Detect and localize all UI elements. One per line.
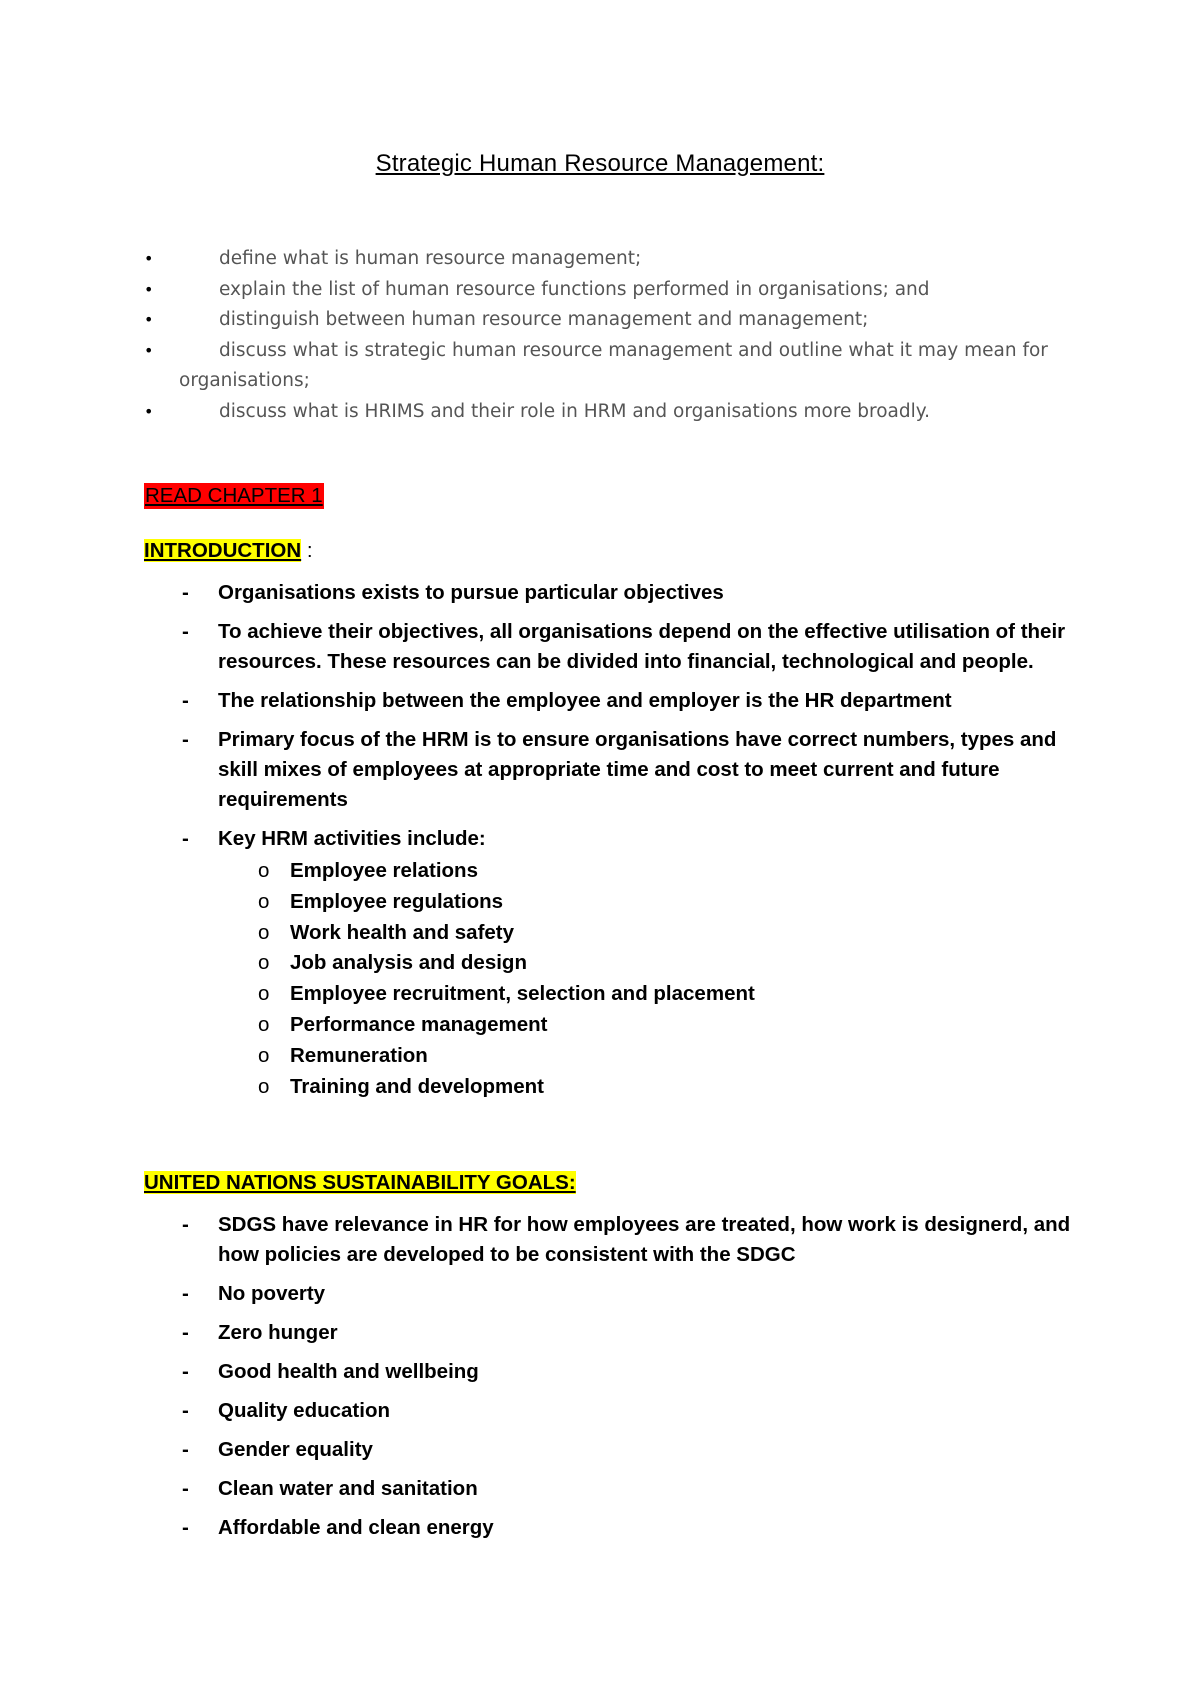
sub-list-item bbox=[182, 1010, 1082, 1041]
circle-bullet-icon: o bbox=[258, 1043, 270, 1067]
objective-text: explain the list of human resource functions performed in organisations; and bbox=[219, 278, 930, 300]
introduction-heading-colon: : bbox=[306, 539, 313, 562]
list-item bbox=[182, 1357, 1082, 1387]
introduction-list bbox=[182, 578, 1082, 1107]
circle-bullet-icon: o bbox=[258, 951, 270, 975]
objective-item bbox=[144, 336, 1064, 397]
dash-icon: - bbox=[182, 827, 189, 850]
sub-list-item-text: Employee relations bbox=[290, 859, 478, 882]
objective-item bbox=[144, 397, 1064, 428]
page-title: Strategic Human Resource Management: bbox=[375, 150, 825, 177]
list-item-text: Clean water and sanitation bbox=[218, 1477, 478, 1500]
sub-list-item bbox=[182, 918, 1082, 949]
circle-bullet-icon: o bbox=[258, 1012, 270, 1036]
list-item bbox=[182, 1513, 1082, 1543]
dash-icon: - bbox=[182, 1477, 189, 1500]
list-item bbox=[182, 1279, 1082, 1309]
circle-bullet-icon: o bbox=[258, 1074, 270, 1098]
objective-item bbox=[144, 244, 1064, 275]
list-item bbox=[182, 824, 1082, 854]
dash-icon: - bbox=[182, 620, 189, 643]
dash-icon: - bbox=[182, 1438, 189, 1461]
bullet-icon: • bbox=[144, 401, 154, 421]
sub-list-item-text: Training and development bbox=[290, 1074, 545, 1098]
read-chapter-label: READ CHAPTER 1 bbox=[145, 484, 323, 507]
list-item bbox=[182, 1435, 1082, 1465]
list-item bbox=[182, 578, 1082, 608]
dash-icon: - bbox=[182, 1282, 189, 1305]
sub-list-item-text: Job analysis and design bbox=[290, 951, 527, 975]
list-item-text: Key HRM activities include: bbox=[218, 827, 486, 850]
list-item-text: Affordable and clean energy bbox=[218, 1516, 494, 1539]
sub-list-item-text: Employee recruitment, selection and placement bbox=[290, 982, 755, 1006]
objective-text: define what is human resource management; bbox=[219, 248, 642, 269]
circle-bullet-icon: o bbox=[258, 982, 270, 1006]
objectives-list bbox=[144, 244, 1064, 427]
sub-list-item bbox=[182, 979, 1082, 1010]
dash-icon: - bbox=[182, 1399, 189, 1422]
sub-list-item bbox=[182, 887, 1082, 918]
objective-item bbox=[144, 305, 1064, 336]
bullet-icon: • bbox=[144, 340, 154, 360]
dash-icon: - bbox=[182, 1516, 189, 1539]
circle-bullet-icon: o bbox=[258, 889, 270, 913]
list-item bbox=[182, 1210, 1082, 1270]
sdg-heading-text: UNITED NATIONS SUSTAINABILITY GOALS: bbox=[144, 1171, 576, 1194]
introduction-heading bbox=[144, 538, 313, 564]
bullet-icon: • bbox=[144, 279, 154, 299]
list-item-text: SDGS have relevance in HR for how employees are treated, how work is designerd, and how policies are developed to be consistent with the SDGC bbox=[218, 1213, 1071, 1266]
sub-list-item bbox=[182, 1072, 1082, 1103]
list-item-text: Quality education bbox=[218, 1399, 390, 1422]
list-item-text: Zero hunger bbox=[218, 1321, 338, 1344]
list-item-text: Organisations exists to pursue particular objectives bbox=[218, 581, 724, 604]
sdg-heading bbox=[144, 1170, 576, 1196]
dash-icon: - bbox=[182, 581, 189, 604]
sub-list-item bbox=[182, 948, 1082, 979]
objective-text: discuss what is HRIMS and their role in HRM and organisations more broadly. bbox=[219, 400, 930, 422]
list-item-text: Good health and wellbeing bbox=[218, 1360, 479, 1383]
dash-icon: - bbox=[182, 728, 189, 751]
list-item bbox=[182, 725, 1082, 815]
sub-list-item-text: Remuneration bbox=[290, 1043, 428, 1067]
sub-list-item bbox=[182, 1041, 1082, 1072]
list-item-text: No poverty bbox=[218, 1282, 326, 1305]
objective-item bbox=[144, 275, 1064, 306]
objective-text: discuss what is strategic human resource management and outline what it may mean for bbox=[219, 339, 1048, 361]
list-item bbox=[182, 617, 1082, 677]
circle-bullet-icon: o bbox=[258, 920, 270, 944]
list-item bbox=[182, 1396, 1082, 1426]
bullet-icon: • bbox=[144, 249, 154, 268]
circle-bullet-icon: o bbox=[258, 859, 270, 882]
list-item-text: Primary focus of the HRM is to ensure organisations have correct numbers, types and skill mixes of employees at appropriate time and cost to meet current and future requirements bbox=[218, 728, 1057, 811]
dash-icon: - bbox=[182, 1360, 189, 1383]
sub-list-item-text: Performance management bbox=[290, 1012, 548, 1036]
list-item-text: Gender equality bbox=[218, 1438, 373, 1461]
sub-list-item-text: Work health and safety bbox=[290, 920, 515, 944]
sub-list-item bbox=[182, 856, 1082, 887]
objective-text: distinguish between human resource management and management; bbox=[219, 309, 869, 330]
list-item bbox=[182, 1318, 1082, 1348]
activities-list bbox=[182, 856, 1082, 1102]
list-item bbox=[182, 686, 1082, 716]
objective-text-continued: organisations; bbox=[179, 370, 310, 391]
sdg-list bbox=[182, 1210, 1082, 1552]
introduction-heading-text: INTRODUCTION bbox=[144, 539, 302, 562]
list-item-text: To achieve their objectives, all organisations depend on the effective utilisation of their resources. These resources can be divided into financial, technological and people. bbox=[218, 620, 1066, 673]
dash-icon: - bbox=[182, 1321, 189, 1344]
dash-icon: - bbox=[182, 689, 189, 712]
sub-list-item-text: Employee regulations bbox=[290, 889, 504, 913]
bullet-icon: • bbox=[144, 310, 154, 329]
list-item bbox=[182, 1474, 1082, 1504]
dash-icon: - bbox=[182, 1213, 189, 1236]
list-item-text: The relationship between the employee and employer is the HR department bbox=[218, 689, 952, 712]
